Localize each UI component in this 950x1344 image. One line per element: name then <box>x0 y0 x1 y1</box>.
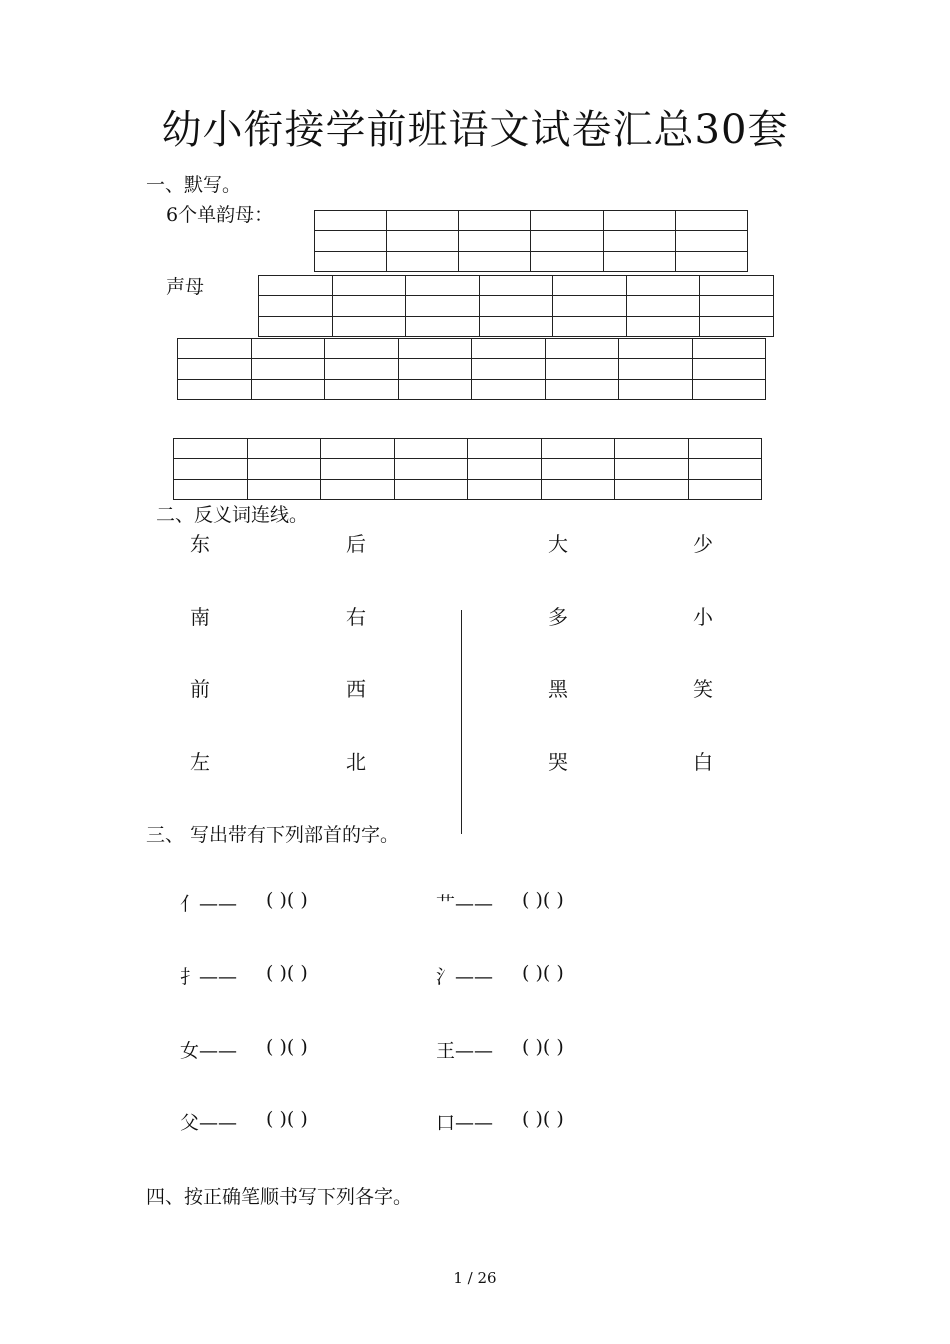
radical-label: 艹—— <box>436 893 494 915</box>
section-3-heading: 三、 写出带有下列部首的字。 <box>146 824 400 846</box>
antonym-word[interactable]: 右 <box>346 605 366 629</box>
section-1-heading: 一、默写。 <box>146 174 242 196</box>
radical-label: 扌—— <box>180 966 238 988</box>
answer-blanks[interactable]: ( )( ) <box>266 1036 308 1058</box>
initial-label: 声母 <box>166 276 205 298</box>
radical-label: 氵—— <box>436 966 494 988</box>
answer-blanks[interactable]: ( )( ) <box>522 962 564 984</box>
antonym-word[interactable]: 笑 <box>693 677 713 701</box>
vowel-grid[interactable] <box>314 210 748 272</box>
answer-blanks[interactable]: ( )( ) <box>266 1108 308 1130</box>
section-4-heading: 四、按正确笔顺书写下列各字。 <box>146 1186 413 1208</box>
initial-grid-1[interactable] <box>258 275 774 337</box>
answer-blanks[interactable]: ( )( ) <box>266 962 308 984</box>
answer-blanks[interactable]: ( )( ) <box>522 1108 564 1130</box>
vowel-label: 6个单韵母： <box>166 204 274 226</box>
antonym-word[interactable]: 左 <box>190 750 210 774</box>
antonym-word[interactable]: 哭 <box>548 750 568 774</box>
antonym-word[interactable]: 白 <box>693 750 713 774</box>
section-2-heading: 二、反义词连线。 <box>156 504 309 526</box>
radical-label: 亻—— <box>180 893 238 915</box>
antonym-word[interactable]: 小 <box>693 605 713 629</box>
antonym-word[interactable]: 西 <box>346 677 366 701</box>
radical-label: 王—— <box>436 1040 494 1062</box>
page-number: 1 / 26 <box>453 1269 497 1287</box>
antonym-word[interactable]: 多 <box>548 605 568 629</box>
antonym-word[interactable]: 后 <box>346 532 366 556</box>
answer-blanks[interactable]: ( )( ) <box>522 889 564 911</box>
radical-label: 女—— <box>180 1040 238 1062</box>
antonym-word[interactable]: 南 <box>190 605 210 629</box>
antonym-word[interactable]: 少 <box>693 532 713 556</box>
antonym-word[interactable]: 黑 <box>548 677 568 701</box>
radical-label: 父—— <box>180 1112 238 1134</box>
antonym-word[interactable]: 大 <box>548 532 568 556</box>
antonym-word[interactable]: 东 <box>190 532 210 556</box>
radical-label: 口—— <box>436 1112 494 1134</box>
divider-line <box>461 610 462 834</box>
antonym-word[interactable]: 前 <box>190 677 210 701</box>
antonym-word[interactable]: 北 <box>346 750 366 774</box>
initial-grid-2[interactable] <box>177 338 766 400</box>
page-title: 幼小衔接学前班语文试卷汇总30套 <box>161 107 789 153</box>
initial-grid-3[interactable] <box>173 438 762 500</box>
answer-blanks[interactable]: ( )( ) <box>522 1036 564 1058</box>
answer-blanks[interactable]: ( )( ) <box>266 889 308 911</box>
